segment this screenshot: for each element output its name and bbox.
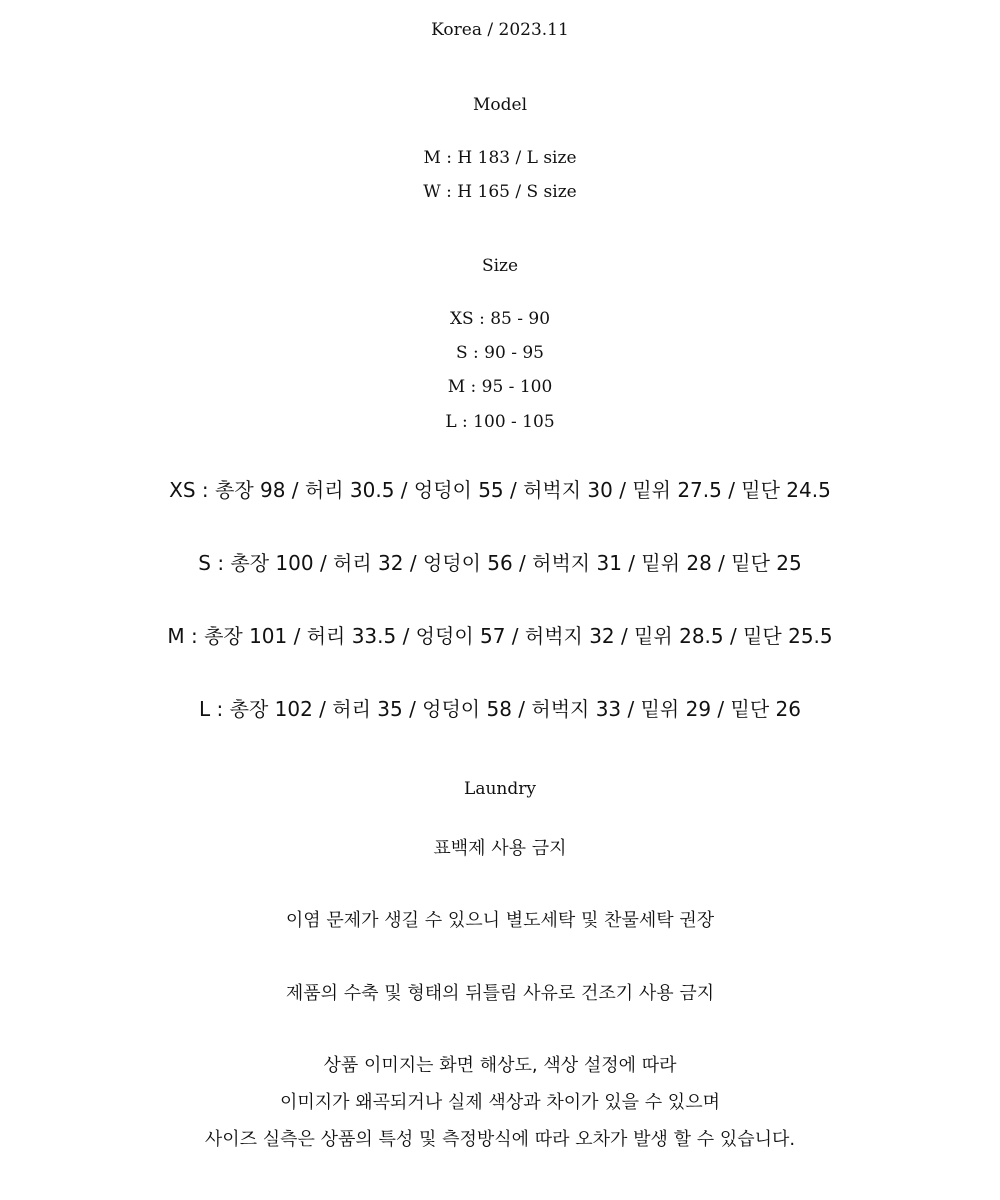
notice-line-2: 이미지가 왜곡되거나 실제 색상과 차이가 있을 수 있으며: [280, 1092, 720, 1113]
origin-date-text: Korea / 2023.11: [431, 20, 569, 40]
laundry-line-no-dryer: 제품의 수축 및 형태의 뒤틀림 사유로 건조기 사용 금지: [285, 983, 715, 1004]
notice-line-3: 사이즈 실측은 상품의 특성 및 측정방식에 따라 오차가 발생 할 수 있습니다.: [204, 1129, 796, 1150]
measurement-row-s: S : 총장 100 / 허리 32 / 엉덩이 56 / 허벅지 31 / 밑위 28 / 밑단 25: [198, 551, 802, 575]
notice-line-1: 상품 이미지는 화면 해상도, 색상 설정에 따라: [323, 1055, 677, 1076]
size-range-s: S : 90 - 95: [456, 343, 544, 363]
laundry-line-separate-wash: 이염 문제가 생길 수 있으니 별도세탁 및 찬물세탁 권장: [285, 910, 715, 931]
size-heading: Size: [481, 256, 519, 276]
laundry-line-bleach: 표백제 사용 금지: [433, 838, 567, 859]
model-heading: Model: [472, 95, 528, 115]
measurement-row-xs: XS : 총장 98 / 허리 30.5 / 엉덩이 55 / 허벅지 30 / 밑위 27.5 / 밑단 24.5: [169, 478, 831, 502]
model-line-women: W : H 165 / S size: [423, 182, 577, 202]
model-line-men: M : H 183 / L size: [423, 148, 577, 168]
laundry-heading: Laundry: [464, 779, 536, 799]
measurement-row-l: L : 총장 102 / 허리 35 / 엉덩이 58 / 허벅지 33 / 밑위 29 / 밑단 26: [199, 697, 801, 721]
size-range-m: M : 95 - 100: [447, 377, 553, 397]
size-range-l: L : 100 - 105: [445, 412, 555, 432]
size-range-xs: XS : 85 - 90: [449, 309, 551, 329]
measurement-row-m: M : 총장 101 / 허리 33.5 / 엉덩이 57 / 허벅지 32 / 밑위 28.5 / 밑단 25.5: [167, 624, 833, 648]
